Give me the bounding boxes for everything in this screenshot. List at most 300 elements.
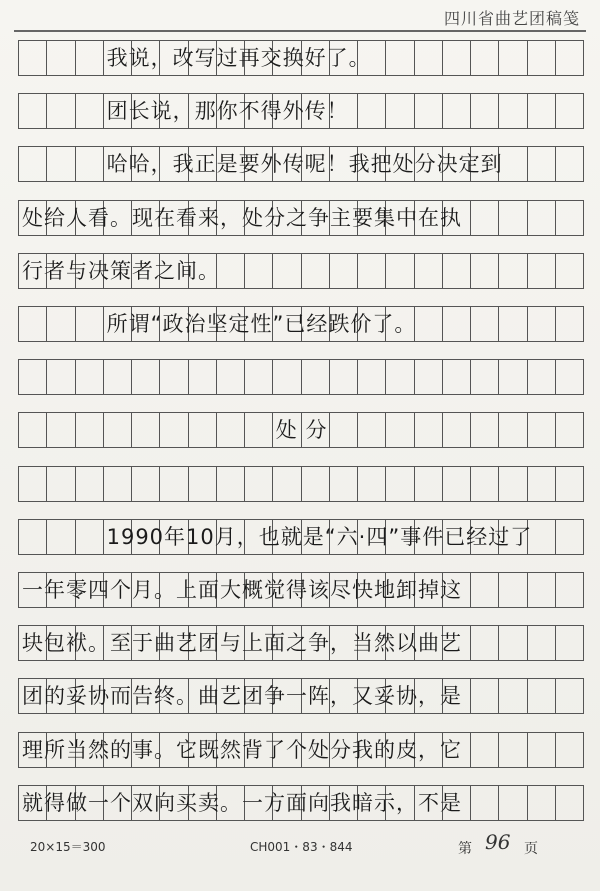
grid-cell (415, 94, 443, 128)
grid-cell (189, 573, 217, 607)
grid-cell (217, 573, 245, 607)
grid-cell (330, 94, 358, 128)
grid-cell (443, 94, 471, 128)
grid-cell (189, 307, 217, 341)
grid-cell (302, 147, 330, 181)
grid-cell (386, 520, 414, 554)
grid-cell (386, 94, 414, 128)
grid-cell (132, 94, 160, 128)
grid-cell (386, 786, 414, 820)
grid-cell (104, 413, 132, 447)
manuscript-line: 我说，改写过再交换好了。 (106, 46, 371, 70)
grid-cell (19, 679, 47, 713)
grid-cell (556, 786, 583, 820)
grid-cell (19, 733, 47, 767)
grid-cell (245, 626, 273, 660)
grid-cell (471, 679, 499, 713)
grid-cell (76, 573, 104, 607)
grid-cell (556, 679, 583, 713)
grid-cell (528, 733, 556, 767)
grid-cell (471, 626, 499, 660)
grid-cell (104, 626, 132, 660)
grid-cell (76, 94, 104, 128)
manuscript-line: 处 分 (275, 418, 328, 443)
grid-cell (358, 573, 386, 607)
grid-cell (415, 679, 443, 713)
grid-cell (330, 467, 358, 501)
grid-cell (415, 41, 443, 75)
grid-cell (189, 94, 217, 128)
grid-cell (189, 41, 217, 75)
grid-cell (358, 626, 386, 660)
grid-cell (415, 467, 443, 501)
grid-cell (160, 413, 188, 447)
grid-cell (245, 201, 273, 235)
grid-cell (160, 254, 188, 288)
grid-cell (189, 520, 217, 554)
grid-cell (132, 307, 160, 341)
grid-cell (217, 786, 245, 820)
grid-cell (47, 307, 75, 341)
grid-cell (104, 41, 132, 75)
grid-cell (47, 254, 75, 288)
grid-cell (499, 679, 527, 713)
grid-cell (302, 94, 330, 128)
grid-cell (273, 254, 301, 288)
grid-cell (330, 733, 358, 767)
grid-cell (415, 147, 443, 181)
grid-cell (76, 467, 104, 501)
grid-row (18, 678, 584, 714)
manuscript-line: 一年零四个月。上面大概觉得该尽快地卸掉这 (22, 578, 462, 602)
grid-cell (471, 413, 499, 447)
grid-cell (19, 467, 47, 501)
grid-cell (386, 254, 414, 288)
manuscript-line: 行者与决策者之间。 (22, 258, 220, 283)
grid-cell (302, 307, 330, 341)
grid-cell (386, 307, 414, 341)
grid-cell (443, 201, 471, 235)
grid-cell (19, 147, 47, 181)
grid-row (18, 466, 584, 502)
grid-cell (528, 786, 556, 820)
grid-cell (528, 360, 556, 394)
grid-cell (47, 520, 75, 554)
grid-row (18, 306, 584, 342)
grid-cell (499, 201, 527, 235)
grid-cell (189, 679, 217, 713)
grid-cell (528, 413, 556, 447)
grid-cell (330, 147, 358, 181)
grid-cell (499, 733, 527, 767)
grid-cell (19, 413, 47, 447)
grid-cell (330, 201, 358, 235)
grid-cell (471, 467, 499, 501)
grid-cell (471, 307, 499, 341)
grid-cell (160, 786, 188, 820)
grid-cell (471, 41, 499, 75)
grid-cell (245, 360, 273, 394)
grid-cell (528, 307, 556, 341)
grid-cell (104, 573, 132, 607)
grid-cell (528, 626, 556, 660)
grid-cell (273, 626, 301, 660)
grid-cell (499, 520, 527, 554)
grid-cell (471, 254, 499, 288)
letterhead-rule (14, 30, 586, 32)
grid-cell (556, 254, 583, 288)
grid-cell (443, 147, 471, 181)
grid-cell (302, 201, 330, 235)
grid-cell (132, 733, 160, 767)
grid-cell (132, 679, 160, 713)
grid-cell (245, 94, 273, 128)
manuscript-line: 哈哈，我正是要外传呢！我把处分决定到 (106, 152, 503, 177)
grid-cell (358, 41, 386, 75)
grid-cell (358, 679, 386, 713)
grid-cell (302, 41, 330, 75)
grid-cell (217, 733, 245, 767)
manuscript-line: 块包袱。至于曲艺团与上面之争，当然以曲艺 (22, 631, 462, 656)
grid-cell (189, 413, 217, 447)
grid-cell (415, 413, 443, 447)
grid-cell (160, 94, 188, 128)
form-code: CH001・83・844 (250, 840, 353, 854)
grid-cell (330, 360, 358, 394)
grid-cell (528, 520, 556, 554)
grid-cell (47, 467, 75, 501)
grid-cell (189, 201, 217, 235)
grid-cell (189, 467, 217, 501)
grid-cell (160, 147, 188, 181)
grid-cell (217, 254, 245, 288)
grid-cell (358, 254, 386, 288)
grid-cell (358, 467, 386, 501)
grid-cell (19, 360, 47, 394)
grid-cell (330, 679, 358, 713)
grid-cell (47, 679, 75, 713)
grid-cell (217, 41, 245, 75)
grid-cell (386, 41, 414, 75)
grid-cell (76, 147, 104, 181)
grid-cell (386, 467, 414, 501)
grid-cell (358, 733, 386, 767)
grid-cell (245, 147, 273, 181)
grid-cell (217, 467, 245, 501)
grid-cell (528, 94, 556, 128)
grid-cell (160, 520, 188, 554)
grid-cell (245, 41, 273, 75)
grid-cell (217, 520, 245, 554)
grid-cell (499, 307, 527, 341)
grid-cell (132, 573, 160, 607)
grid-cell (104, 94, 132, 128)
grid-row (18, 200, 584, 236)
grid-spec: 20×15＝300 (30, 840, 106, 854)
grid-cell (19, 307, 47, 341)
grid-cell (386, 679, 414, 713)
grid-cell (528, 254, 556, 288)
grid-cell (302, 413, 330, 447)
grid-cell (330, 307, 358, 341)
grid-cell (302, 786, 330, 820)
grid-cell (443, 413, 471, 447)
grid-cell (499, 786, 527, 820)
letterhead-title: 四川省曲艺团稿笺 (443, 9, 580, 28)
grid-cell (273, 573, 301, 607)
grid-cell (245, 520, 273, 554)
grid-cell (273, 307, 301, 341)
grid-cell (302, 467, 330, 501)
grid-cell (443, 679, 471, 713)
grid-cell (273, 360, 301, 394)
grid-cell (76, 360, 104, 394)
grid-cell (386, 360, 414, 394)
grid-cell (217, 626, 245, 660)
grid-cell (245, 254, 273, 288)
grid-cell (273, 733, 301, 767)
grid-cell (160, 733, 188, 767)
grid-cell (273, 467, 301, 501)
grid-cell (556, 573, 583, 607)
grid-cell (19, 94, 47, 128)
grid-cell (160, 573, 188, 607)
grid-cell (19, 254, 47, 288)
grid-cell (104, 467, 132, 501)
grid-cell (47, 360, 75, 394)
grid-cell (443, 626, 471, 660)
grid-cell (160, 679, 188, 713)
grid-cell (47, 413, 75, 447)
grid-cell (302, 520, 330, 554)
grid-cell (217, 679, 245, 713)
page-footer (0, 832, 600, 862)
grid-cell (245, 786, 273, 820)
grid-cell (443, 254, 471, 288)
grid-cell (217, 94, 245, 128)
grid-cell (499, 254, 527, 288)
grid-cell (132, 786, 160, 820)
grid-cell (443, 360, 471, 394)
grid-cell (132, 626, 160, 660)
grid-cell (245, 467, 273, 501)
grid-row (18, 785, 584, 821)
grid-cell (132, 201, 160, 235)
grid-cell (443, 467, 471, 501)
grid-cell (47, 733, 75, 767)
grid-cell (556, 147, 583, 181)
grid-cell (386, 626, 414, 660)
grid-cell (160, 41, 188, 75)
grid-cell (330, 41, 358, 75)
grid-cell (19, 41, 47, 75)
grid-row (18, 146, 584, 182)
grid-cell (302, 573, 330, 607)
grid-cell (47, 94, 75, 128)
grid-cell (189, 254, 217, 288)
grid-row (18, 412, 584, 448)
grid-cell (471, 94, 499, 128)
grid-cell (330, 254, 358, 288)
grid-cell (556, 307, 583, 341)
grid-cell (443, 41, 471, 75)
grid-cell (19, 520, 47, 554)
grid-cell (19, 786, 47, 820)
grid-cell (415, 307, 443, 341)
grid-cell (386, 733, 414, 767)
grid-cell (471, 573, 499, 607)
grid-cell (104, 733, 132, 767)
grid-cell (415, 360, 443, 394)
grid-cell (415, 201, 443, 235)
grid-cell (47, 626, 75, 660)
grid-cell (19, 201, 47, 235)
grid-cell (415, 254, 443, 288)
grid-cell (189, 733, 217, 767)
grid-cell (358, 786, 386, 820)
grid-cell (217, 307, 245, 341)
grid-cell (443, 573, 471, 607)
grid-cell (47, 573, 75, 607)
grid-cell (132, 413, 160, 447)
grid-cell (104, 679, 132, 713)
grid-cell (47, 786, 75, 820)
grid-cell (76, 413, 104, 447)
grid-cell (556, 360, 583, 394)
grid-cell (217, 147, 245, 181)
grid-cell (386, 413, 414, 447)
grid-row (18, 519, 584, 555)
grid-cell (76, 41, 104, 75)
grid-cell (415, 573, 443, 607)
grid-cell (415, 733, 443, 767)
grid-cell (132, 254, 160, 288)
grid-cell (302, 679, 330, 713)
grid-cell (19, 573, 47, 607)
manuscript-line: 团的妥协而告终。曲艺团争一阵，又妥协，是 (22, 684, 462, 709)
grid-cell (330, 786, 358, 820)
grid-cell (76, 626, 104, 660)
grid-cell (471, 360, 499, 394)
grid-cell (330, 626, 358, 660)
grid-cell (245, 733, 273, 767)
grid-cell (386, 573, 414, 607)
grid-cell (273, 94, 301, 128)
grid-cell (499, 626, 527, 660)
grid-cell (273, 147, 301, 181)
grid-cell (499, 467, 527, 501)
grid-cell (273, 520, 301, 554)
grid-cell (47, 41, 75, 75)
grid-row (18, 40, 584, 76)
grid-cell (358, 201, 386, 235)
manuscript-line: 1990年10月，也就是“六·四”事件已经过了 (106, 524, 533, 549)
grid-cell (499, 573, 527, 607)
grid-cell (528, 201, 556, 235)
grid-cell (528, 573, 556, 607)
grid-cell (499, 41, 527, 75)
grid-cell (358, 413, 386, 447)
grid-cell (358, 147, 386, 181)
grid-cell (415, 626, 443, 660)
manuscript-line: 处给人看。现在看来，处分之争主要集中在执 (22, 205, 462, 230)
grid-cell (47, 201, 75, 235)
grid-cell (273, 41, 301, 75)
grid-cell (47, 147, 75, 181)
grid-cell (386, 201, 414, 235)
grid-cell (556, 201, 583, 235)
grid-cell (273, 413, 301, 447)
grid-cell (104, 786, 132, 820)
grid-cell (189, 360, 217, 394)
grid-cell (556, 94, 583, 128)
grid-cell (386, 147, 414, 181)
page-number: 96 (485, 830, 511, 854)
grid-cell (217, 360, 245, 394)
grid-cell (556, 41, 583, 75)
grid-cell (160, 626, 188, 660)
grid-cell (273, 201, 301, 235)
grid-cell (104, 201, 132, 235)
grid-cell (189, 626, 217, 660)
grid-cell (132, 360, 160, 394)
manuscript-line: 就得做一个双向买卖。一方面向我暗示，不是 (22, 790, 462, 815)
grid-cell (245, 307, 273, 341)
grid-cell (556, 733, 583, 767)
grid-cell (330, 573, 358, 607)
grid-cell (189, 147, 217, 181)
grid-cell (499, 413, 527, 447)
grid-cell (302, 733, 330, 767)
grid-cell (273, 786, 301, 820)
grid-cell (245, 413, 273, 447)
grid-cell (104, 307, 132, 341)
grid-cell (217, 201, 245, 235)
grid-cell (556, 626, 583, 660)
grid-cell (19, 626, 47, 660)
grid-cell (104, 360, 132, 394)
grid-cell (556, 520, 583, 554)
grid-cell (189, 786, 217, 820)
grid-cell (104, 520, 132, 554)
grid-cell (302, 626, 330, 660)
grid-cell (217, 413, 245, 447)
grid-cell (556, 467, 583, 501)
grid-cell (132, 467, 160, 501)
grid-cell (556, 413, 583, 447)
grid-cell (330, 413, 358, 447)
grid-cell (528, 41, 556, 75)
page-suffix: 页 (524, 841, 538, 857)
grid-row (18, 253, 584, 289)
grid-row (18, 93, 584, 129)
grid-cell (76, 786, 104, 820)
grid-cell (302, 360, 330, 394)
grid-row (18, 625, 584, 661)
grid-cell (160, 201, 188, 235)
grid-cell (415, 520, 443, 554)
grid-cell (358, 520, 386, 554)
grid-cell (443, 307, 471, 341)
grid-cell (471, 786, 499, 820)
manuscript-line: 所谓“政治坚定性”已经跌价了。 (106, 312, 417, 336)
grid-cell (132, 41, 160, 75)
grid-cell (132, 520, 160, 554)
grid-cell (358, 307, 386, 341)
grid-cell (471, 147, 499, 181)
grid-cell (76, 733, 104, 767)
grid-row (18, 572, 584, 608)
